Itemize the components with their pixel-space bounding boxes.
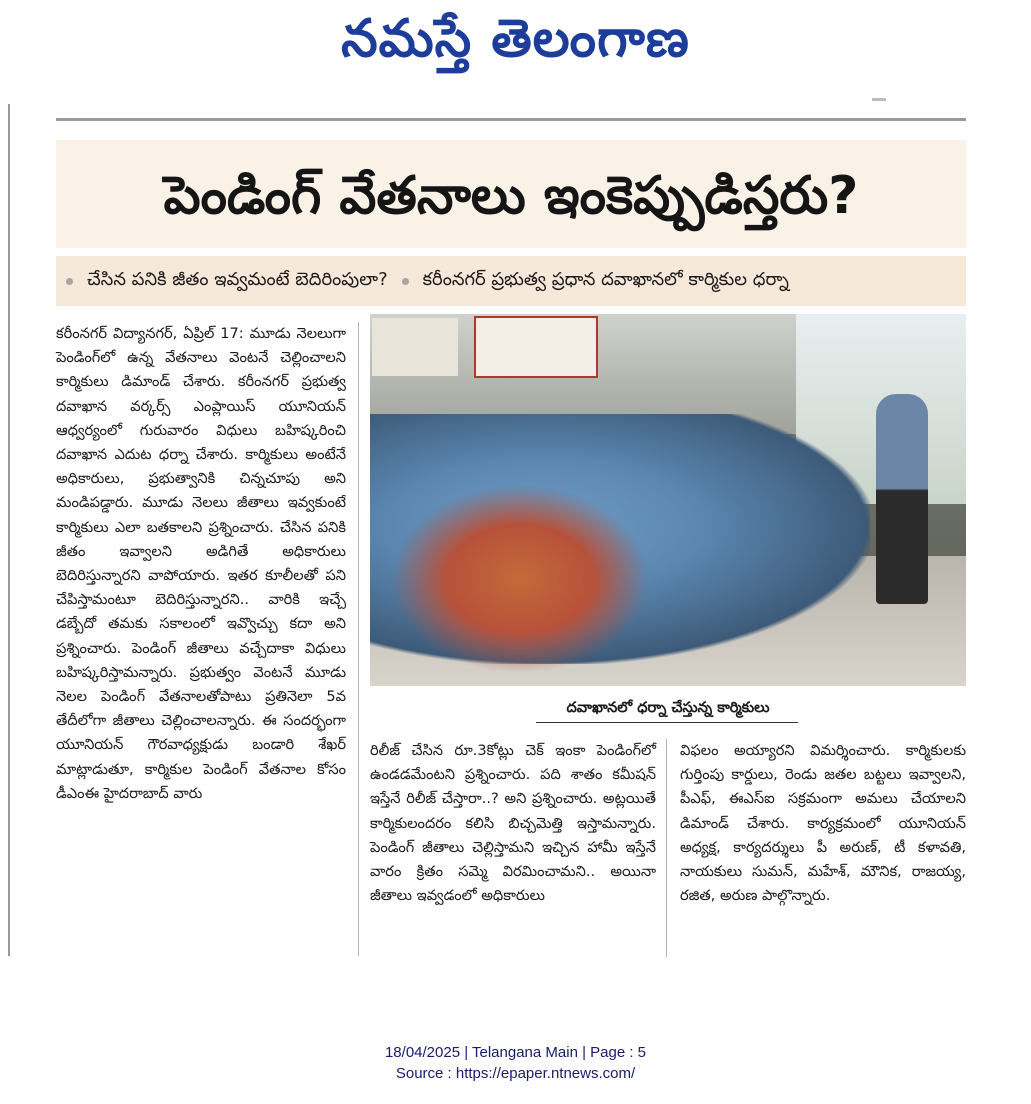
subheadline-1: చేసిన పనికి జీతం ఇవ్వమంటే బెదిరింపులా? <box>87 268 388 290</box>
masthead-logo: నమస్తే తెలంగాణ <box>341 8 690 69</box>
article-column-2 <box>370 739 656 959</box>
photo-sign <box>372 318 458 376</box>
top-mark <box>872 98 886 101</box>
photo-crowd-front <box>390 484 650 674</box>
subheadline-2: కరీంనగర్ ప్రభుత్వ ప్రధాన దవాఖానలో కార్మికుల ధర్నా <box>422 268 789 290</box>
column-divider <box>666 739 667 957</box>
column-3-text: విఫలం అయ్యారని విమర్శించారు. కార్మికులకు గుర్తింపు కార్డులు, రెండు జతల బట్టలు ఇవ్వాలని, పీఎఫ్, ఈఎస్ఐ సక్రమంగా అమలు చేయాలని డిమాండ్ చేశారు. కార్యక్రమంలో యూనియన్ అధ్యక్ష, కార్యదర్శులు పీ అరుణ్, టీ కళావతి, నాయకులు సుమన్, మహేశ్, మౌనిక, రాజయ్య, రజిత, అరుణ పాల్గొన్నారు. <box>680 742 966 905</box>
page-frame-line <box>8 104 10 956</box>
article-column-3 <box>680 739 966 959</box>
photo-banner <box>474 316 598 378</box>
caption-underline <box>536 722 798 723</box>
column-1-text: కరీంనగర్ విద్యానగర్, ఏప్రిల్ 17: మూడు నెలలుగా పెండింగ్‌లో ఉన్న వేతనాలు వెంటనే చెల్లించాలని కార్మికులు డిమాండ్ చేశారు. కరీంనగర్ ప్రభుత్వ దవాఖాన వర్కర్స్ ఎంప్లాయిస్ యూనియన్ ఆధ్వర్యంలో గురువారం విధులు బహిష్కరించి దవాఖాన ఎదుట ధర్నా చేశారు. కార్మికులు అంటేనే అధికారులు, ప్రభుత్వానికి చిన్నచూపు అని మండిపడ్డారు. మూడు నెలలు జీతాలు ఇవ్వకుంటే కార్మికులు ఎలా బతకాలని ప్రశ్నించారు. చేసిన పనికి జీతం ఇవ్వాలని అడిగితే అధికారులు బెదిరిస్తున్నారని వాపోయారు. ఇతర కూలీలతో పని చేపిస్తామంటూ బెదిరిస్తున్నారని.. వారికి ఇచ్చే డబ్బేదో తమకు సకాలంలో ఇవ్వొచ్చు కదా అని ప్రశ్నించారు. పెండింగ్ జీతాలు వచ్చేదాకా విధులు బహిష్కరిస్తామన్నారు. ప్రభుత్వం వెంటనే మూడు నెలల పెండింగ్ వేతనాలతోపాటు ప్రతినెలా 5వ తేదీలోగా జీతాలు చెల్లించాలన్నారు. ఈ సందర్భంగా యూనియన్ గౌరవాధ్యక్షుడు బండారి శేఖర్ మాట్లాడుతూ, కార్మికుల పెండింగ్ వేతనాల కోసం డీఎంఈ హైదరాబాద్ వారు <box>56 325 346 802</box>
photo-caption: దవాఖానలో ధర్నా చేస్తున్న కార్మికులు <box>566 700 770 716</box>
footer-date-line: 18/04/2025 | Telangana Main | Page : 5 <box>384 1044 647 1061</box>
photo-standing-person <box>876 394 928 604</box>
footer-source-line: Source : https://epaper.ntnews.com/ <box>395 1065 636 1082</box>
article-column-1 <box>56 322 346 954</box>
column-2-text: రిలీజ్ చేసిన రూ.3కోట్లు చెక్ ఇంకా పెండింగ్‌లో ఉండడమేంటని ప్రశ్నించారు. పది శాతం కమీషన్ ఇస్తేనే రిలీజ్ చేస్తారా..? అని ప్రశ్నించారు. అట్లయితే కార్మికులందరం కలిసి బిచ్చమెత్తి ఇస్తామన్నారు. పెండింగ్ జీతాలు చెల్లిస్తామని ఇచ్చిన హామీ ఇస్తేనే వారం క్రితం సమ్మె విరమించామని.. అయినా జీతాలు ఇవ్వడంలో అధికారులు <box>370 742 656 905</box>
top-rule <box>56 118 966 121</box>
page-footer <box>0 1042 1031 1084</box>
subheadline-row <box>60 256 966 306</box>
article-headline: పెండింగ్ వేతనాలు ఇంకెప్పుడిస్తరు? <box>163 166 859 226</box>
bullet-icon <box>66 278 73 285</box>
column-divider <box>358 322 359 956</box>
article-photo <box>370 314 966 686</box>
bullet-icon <box>402 278 409 285</box>
